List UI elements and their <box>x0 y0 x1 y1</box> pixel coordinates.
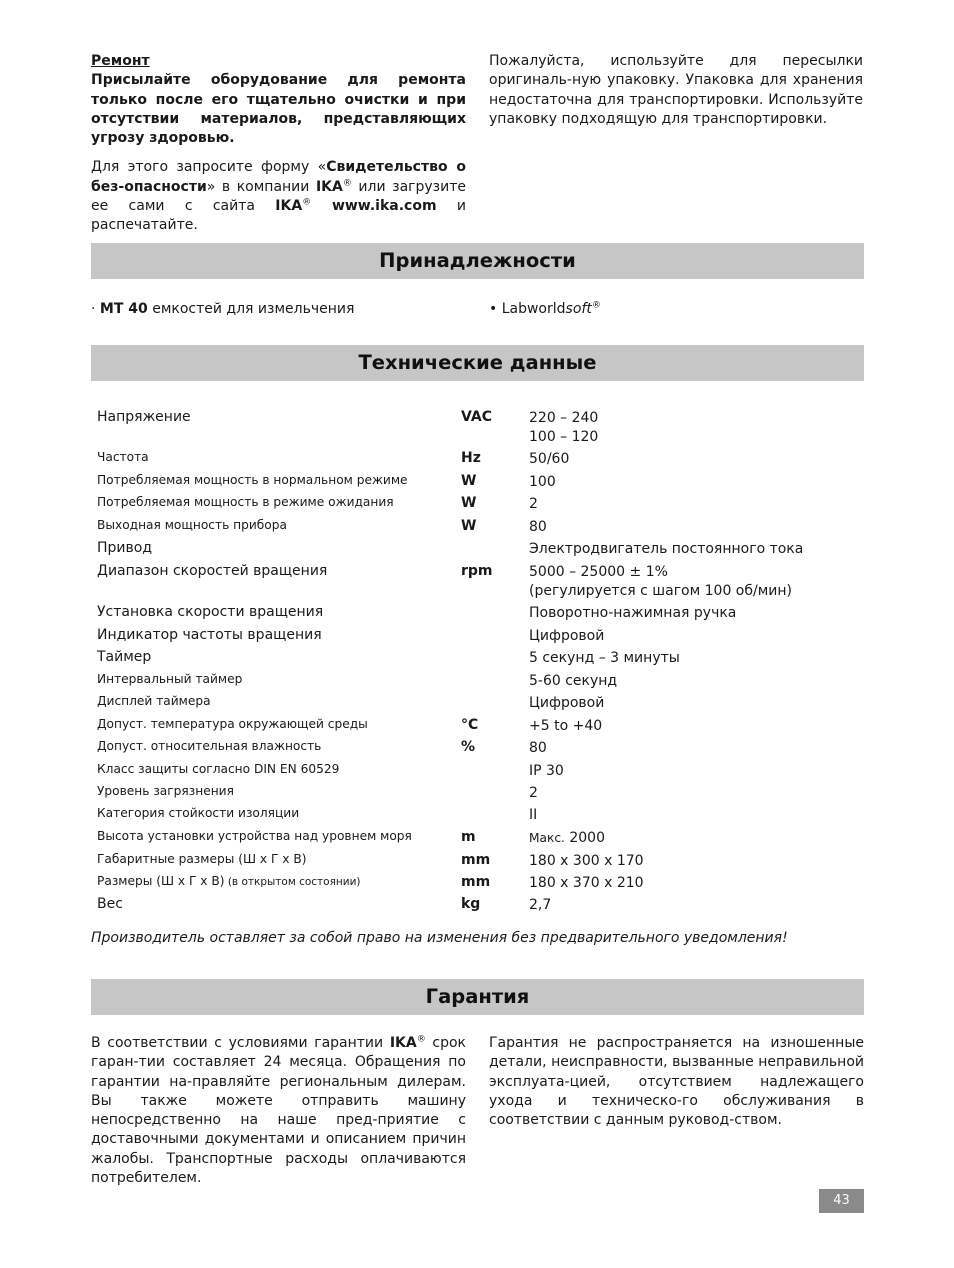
tech-row-value: 180 x 370 x 210 <box>529 875 644 891</box>
tech-row-label: Выходная мощность прибора <box>97 518 287 532</box>
tech-row-value: +5 to +40 <box>529 718 603 734</box>
tech-row-unit: kg <box>461 896 481 912</box>
tech-row-value: 2 <box>529 496 538 512</box>
tech-row-unit: mm <box>461 874 491 890</box>
tech-row-unit: rpm <box>461 563 493 579</box>
tech-row-label: Вес <box>97 896 123 912</box>
tech-row-label: Уровень загрязнения <box>97 784 234 798</box>
accessory-item-labworldsoft: • Labworldsoft® <box>489 300 601 317</box>
tech-row-label: Установка скорости вращения <box>97 604 324 620</box>
tech-row-unit: °C <box>461 717 479 733</box>
tech-row-value: 2,7 <box>529 897 552 913</box>
tech-row-value: 180 x 300 x 170 <box>529 853 644 869</box>
warranty-text-right: Гарантия не распространяется на изношенные детали, неисправности, вызванные неправильной эксплуата-цией, отсутствием надлежащего ухода и техническо-го обслуживания в соответствии с данным руковод-ством. <box>489 1035 864 1129</box>
ika-website-link: www.ika.com <box>311 198 437 215</box>
tech-row-value: 5000 – 25000 ± 1% (регулируется с шагом 100 об/мин) <box>529 564 792 599</box>
tech-row-unit: W <box>461 518 477 534</box>
accessory-item-mt40: · MT 40 емкостей для измельчения <box>91 301 355 317</box>
tech-row-label: Напряжение <box>97 409 191 425</box>
tech-row-value: Поворотно-нажимная ручка <box>529 605 737 621</box>
tech-row-value: 50/60 <box>529 451 570 467</box>
tech-row-value: Электродвигатель постоянного тока <box>529 541 804 557</box>
repair-warning: Присылайте оборудование для ремонта только после его тщательно очистки и при отсутствии материалов, представляющих угрозу здоровью. <box>91 72 466 147</box>
accessories-heading: Принадлежности <box>91 243 864 279</box>
tech-row-value: Макс. 2000 <box>529 830 606 846</box>
tech-row-label: Потребляемая мощность в нормальном режиме <box>97 473 408 487</box>
tech-row-value: 2 <box>529 785 538 801</box>
tech-row-value: 220 – 240 100 – 120 <box>529 410 599 445</box>
tech-row-unit: Hz <box>461 450 481 466</box>
tech-row-unit: m <box>461 829 476 845</box>
tech-row-label: Высота установки устройства над уровнем моря <box>97 829 412 843</box>
tech-row-value: Цифровой <box>529 628 605 644</box>
tech-row-unit: % <box>461 739 476 755</box>
tech-row-label: Индикатор частоты вращения <box>97 627 322 643</box>
tech-row-value: 80 <box>529 740 547 756</box>
tech-row-label: Класс защиты согласно DIN EN 60529 <box>97 762 340 776</box>
tech-row-label: Потребляемая мощность в режиме ожидания <box>97 495 394 509</box>
tech-row-value: Цифровой <box>529 695 605 711</box>
tech-row-label: Диапазон скоростей вращения <box>97 563 328 579</box>
warranty-text-left: В соответствии с условиями гарантии IKA® срок гаран-тии составляет 24 месяца. Обращения по гарантии на-правляйте региональным дилерам. Вы также можете отправить машину непосредственно на наше пред-приятие с доставочными документами и описанием причин жалобы. Транспортные расходы оплачиваются потребителем. <box>91 1034 466 1187</box>
tech-row-label: Интервальный таймер <box>97 672 243 686</box>
repair-section <box>91 52 466 236</box>
tech-row-label: Допуст. температура окружающей среды <box>97 717 368 731</box>
tech-row-unit: W <box>461 473 477 489</box>
warranty-heading: Гарантия <box>91 979 864 1015</box>
tech-row-value: 80 <box>529 519 547 535</box>
tech-row-value: 100 <box>529 474 556 490</box>
repair-instructions: Для этого запросите форму «Свидетельство о без-опасности» в компании IKA® или загрузите ее сами с сайта IKA® www.ika.com и распечатайте. <box>91 159 466 234</box>
tech-row-value: IP 30 <box>529 763 564 779</box>
tech-row-label: Габаритные размеры (Ш х Г х В) <box>97 852 307 866</box>
tech-row-label: Размеры (Ш х Г х В) (в открытом состоянии) <box>97 874 361 888</box>
tech-row-unit: mm <box>461 852 491 868</box>
repair-title: Ремонт <box>91 53 150 69</box>
tech-row-unit: VAC <box>461 409 492 425</box>
tech-row-value: 5-60 секунд <box>529 673 618 689</box>
tech-row-label: Таймер <box>97 649 152 665</box>
tech-row-label: Дисплей таймера <box>97 694 211 708</box>
tech-row-label: Частота <box>97 450 149 464</box>
page-number: 43 <box>819 1189 864 1213</box>
tech-row-label: Допуст. относительная влажность <box>97 739 322 753</box>
tech-row-value: II <box>529 807 538 823</box>
tech-row-unit: W <box>461 495 477 511</box>
tech-heading: Технические данные <box>91 345 864 381</box>
tech-note: Производитель оставляет за собой право на изменения без предварительного уведомления! <box>91 930 788 946</box>
tech-row-value: 5 секунд – 3 минуты <box>529 650 680 666</box>
tech-row-label: Категория стойкости изоляции <box>97 806 300 820</box>
tech-row-label: Привод <box>97 540 153 556</box>
repair-packaging-text: Пожалуйста, используйте для пересылки оригиналь-ную упаковку. Упаковка для хранения недостаточна для транспортировки. Используйте упаковку подходящую для транспортировки. <box>489 53 863 127</box>
